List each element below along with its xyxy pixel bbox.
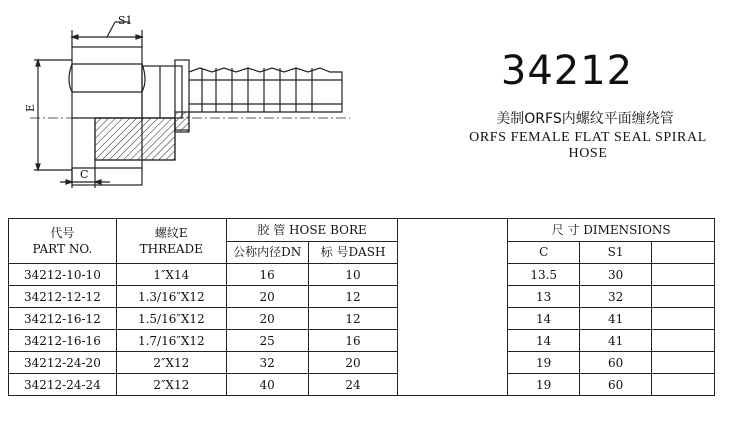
cell-part: 34212-24-24	[9, 374, 117, 396]
header-dn: 公称内径DN	[226, 241, 308, 264]
product-title-en: ORFS FEMALE FLAT SEAL SPIRAL HOSE	[469, 130, 707, 161]
label-e: E	[24, 103, 37, 112]
cell-dash: 12	[308, 286, 398, 308]
header-blank	[652, 241, 715, 264]
cell-dn: 25	[226, 330, 308, 352]
cell-part: 34212-24-20	[9, 352, 117, 374]
cell-dash: 10	[308, 264, 398, 286]
cell-c: 13	[508, 286, 580, 308]
header-thread-zh: 螺纹E	[154, 226, 188, 240]
table-row	[9, 286, 715, 308]
cell-part: 34212-16-16	[9, 330, 117, 352]
header-part	[9, 219, 117, 264]
product-title-zh: 美制ORFS内螺纹平面缠绕管	[496, 111, 674, 127]
label-c: C	[80, 168, 89, 181]
cell-dash: 16	[308, 330, 398, 352]
cell-dash: 20	[308, 352, 398, 374]
cell-thread: 2″X12	[116, 352, 226, 374]
cell-blank	[652, 286, 715, 308]
cell-blank	[652, 352, 715, 374]
cell-s1: 41	[580, 330, 652, 352]
header-part-zh: 代号	[50, 226, 75, 240]
cell-dash: 24	[308, 374, 398, 396]
cell-thread: 1.5/16″X12	[116, 308, 226, 330]
cell-dn: 32	[226, 352, 308, 374]
cell-blank	[652, 308, 715, 330]
cell-c: 13.5	[508, 264, 580, 286]
cell-dn: 20	[226, 308, 308, 330]
header-s1: S1	[580, 241, 652, 264]
spec-table	[8, 218, 715, 396]
cell-blank	[652, 330, 715, 352]
table-row	[9, 374, 715, 396]
cell-s1: 30	[580, 264, 652, 286]
cell-s1: 32	[580, 286, 652, 308]
table-row	[9, 352, 715, 374]
cell-c: 14	[508, 330, 580, 352]
cell-part: 34212-12-12	[9, 286, 117, 308]
header-thread	[116, 219, 226, 264]
cell-c: 14	[508, 308, 580, 330]
header-dash: 标 号DASH	[308, 241, 398, 264]
cell-blank	[652, 264, 715, 286]
cell-s1: 41	[580, 308, 652, 330]
cell-dn: 20	[226, 286, 308, 308]
cell-c: 19	[508, 352, 580, 374]
fitting-outline	[30, 22, 350, 188]
cell-s1: 60	[580, 374, 652, 396]
cell-dash: 12	[308, 308, 398, 330]
cell-part: 34212-16-12	[9, 308, 117, 330]
cell-part: 34212-10-10	[9, 264, 117, 286]
cell-c: 19	[508, 374, 580, 396]
table-row	[9, 264, 715, 286]
cell-thread: 1.3/16″X12	[116, 286, 226, 308]
header-hose-bore: 胶 管 HOSE BORE	[226, 219, 398, 242]
header-c: C	[508, 241, 580, 264]
table-spacer	[398, 219, 508, 396]
fitting-drawing	[0, 0, 360, 200]
cell-thread: 1″X14	[116, 264, 226, 286]
header-dimensions: 尺 寸 DIMENSIONS	[508, 219, 715, 242]
table-row	[9, 330, 715, 352]
cell-dn: 16	[226, 264, 308, 286]
cell-blank	[652, 374, 715, 396]
cell-dn: 40	[226, 374, 308, 396]
header-part-en: PART NO.	[32, 242, 93, 256]
label-s1: S1	[118, 14, 133, 27]
cell-thread: 2″X12	[116, 374, 226, 396]
header-thread-en: THREADE	[139, 242, 203, 256]
table-row	[9, 308, 715, 330]
cell-thread: 1.7/16″X12	[116, 330, 226, 352]
part-number-title: 34212	[500, 48, 634, 94]
cell-s1: 60	[580, 352, 652, 374]
